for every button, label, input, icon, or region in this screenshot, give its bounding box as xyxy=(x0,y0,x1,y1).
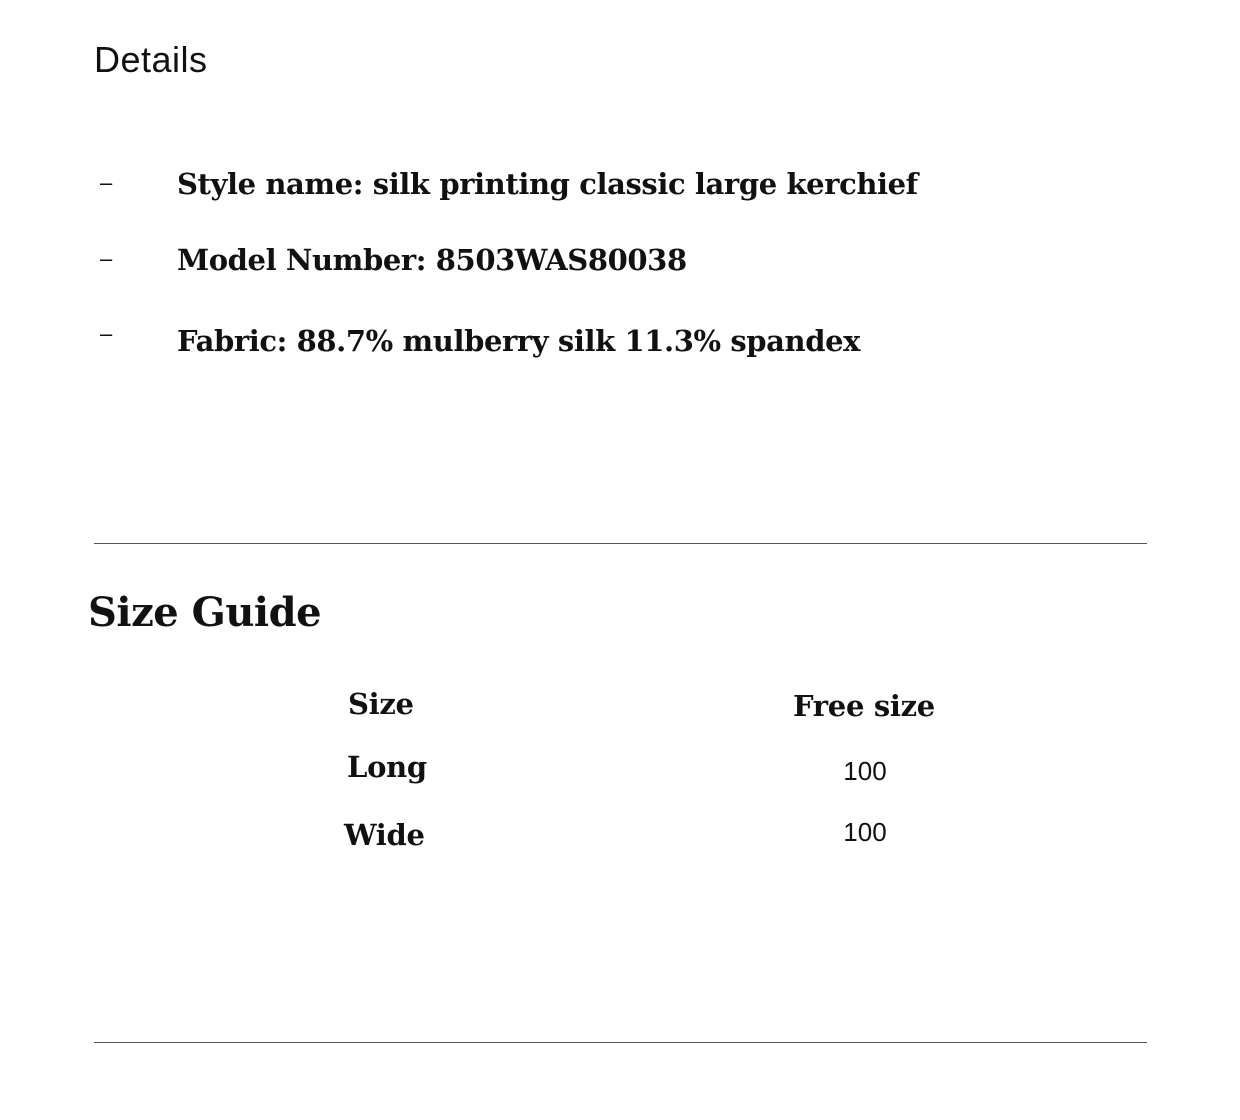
dash-bullet: – xyxy=(100,246,113,271)
detail-text: Style name: silk printing classic large kerchief xyxy=(177,167,918,201)
size-row-label: Long xyxy=(347,750,427,784)
section-divider xyxy=(94,543,1147,544)
detail-text: Fabric: 88.7% mulberry silk 11.3% spandex xyxy=(177,324,861,358)
size-header-value: Free size xyxy=(793,689,935,723)
dash-bullet: – xyxy=(100,170,113,195)
details-heading: Details xyxy=(94,39,208,80)
size-row-value: 100 xyxy=(843,817,887,847)
size-row-label: Wide xyxy=(344,818,425,852)
detail-item-style-name xyxy=(0,164,1240,208)
section-divider xyxy=(94,1042,1147,1043)
size-row-value: 100 xyxy=(843,756,887,786)
detail-text: Model Number: 8503WAS80038 xyxy=(177,243,687,277)
size-header-label: Size xyxy=(348,687,414,721)
detail-item-model-number xyxy=(0,240,1240,284)
dash-bullet: – xyxy=(100,321,113,346)
size-guide-heading: Size Guide xyxy=(88,589,322,636)
detail-item-fabric xyxy=(0,321,1240,365)
